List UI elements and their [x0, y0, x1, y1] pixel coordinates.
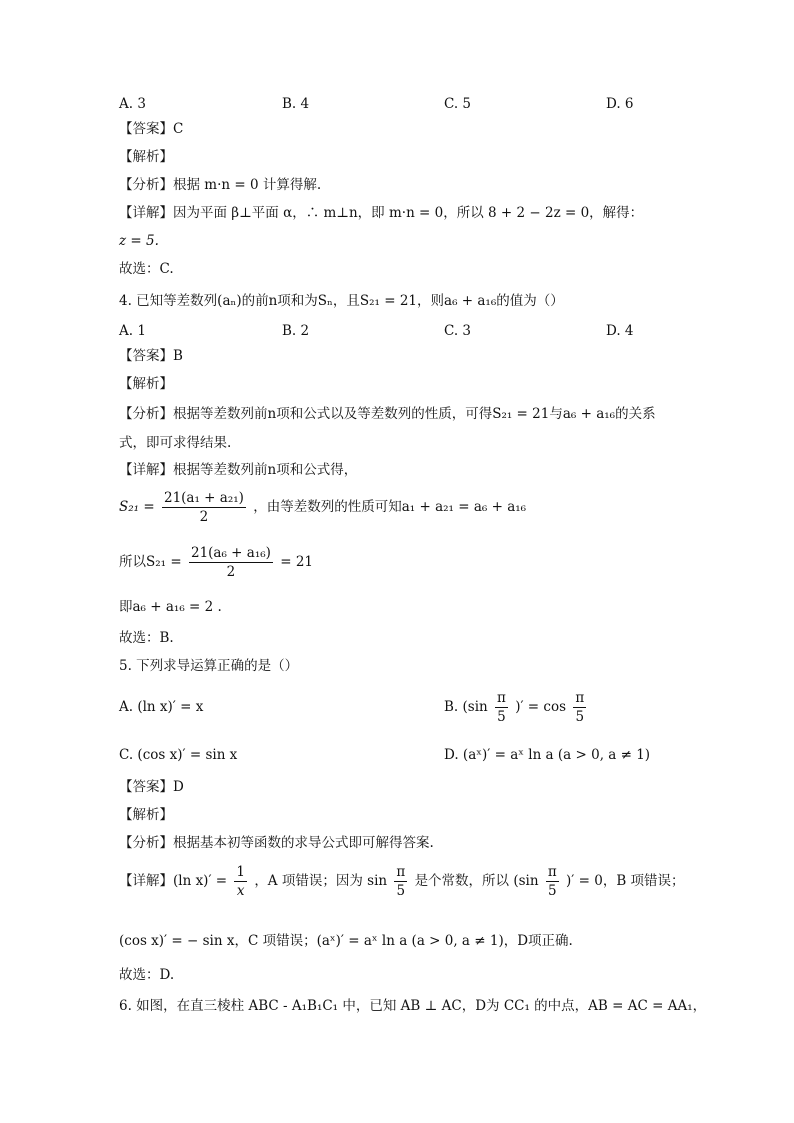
q4-analysis-heading: 【解析】 — [119, 376, 173, 392]
q5-xiangjie-line1 — [119, 864, 685, 899]
q5-option-b-fraction-2 — [573, 690, 586, 725]
q5-xj-den-3: 5 — [548, 883, 557, 899]
q5-xj-fraction-2 — [394, 864, 407, 899]
q5-xj-num-2: π — [396, 864, 406, 880]
q3-analysis-xiangjie: 【详解】因为平面 β⊥平面 α，∴ m⊥n，即 m·n = 0，所以 8 + 2 − 2z = 0，解得： — [119, 205, 644, 221]
q3-analysis-fenxi: 【分析】根据 m·n = 0 计算得解. — [119, 177, 322, 193]
q3-option-b: B. 4 — [282, 96, 310, 112]
q3-answer: 【答案】C — [119, 121, 184, 137]
q4-formula-1-tail: ，由等差数列的性质可知a₁ + a₂₁ = a₆ + a₁₆ — [253, 499, 527, 515]
q5-xj-num-1: 1 — [236, 864, 246, 880]
q6-stem: 6. 如图，在直三棱柱 ABC - A₁B₁C₁ 中，已知 AB ⊥ AC，D为 CC₁ 的中点，AB = AC = AA₁， — [119, 998, 707, 1014]
q4-formula-2-lhs: 所以S₂₁ = — [119, 554, 182, 570]
q5-xj-pre: 【详解】(ln x)′ = — [119, 873, 228, 889]
q5-xj-fraction-3 — [546, 864, 559, 899]
q3-option-c: C. 5 — [444, 96, 472, 112]
q5-option-b-mid: )′ = cos — [515, 699, 567, 715]
q5-xj-mid: ，A 项错误；因为 sin — [254, 873, 388, 889]
q5-xj-fraction-1 — [234, 864, 247, 899]
q5-analysis-heading: 【解析】 — [119, 807, 173, 823]
q5-option-b-den-1: 5 — [497, 709, 506, 725]
q5-xj-den-1: x — [236, 883, 245, 899]
q5-option-d: D. (aˣ)′ = aˣ ln a (a > 0, a ≠ 1) — [444, 747, 651, 763]
q4-formula-2-numerator: 21(a₆ + a₁₆) — [190, 545, 271, 561]
q4-formula-2-tail: = 21 — [280, 554, 314, 570]
q5-option-a: A. (ln x)′ = x — [119, 699, 204, 715]
q5-xj-num-3: π — [547, 864, 557, 880]
q5-option-c: C. (cos x)′ = sin x — [119, 747, 238, 763]
q4-choose: 故选：B. — [119, 630, 174, 646]
q3-option-d: D. 6 — [606, 96, 634, 112]
q4-option-b: B. 2 — [282, 323, 310, 339]
q5-option-b — [444, 690, 589, 725]
q5-option-b-num-2: π — [575, 690, 585, 706]
q4-formula-2 — [119, 545, 313, 580]
q5-xiangjie-line2: (cos x)′ = − sin x，C 项错误；(aˣ)′ = aˣ ln a (a > 0, a ≠ 1)，D项正确. — [119, 933, 573, 949]
q5-xj-mid2: 是个常数，所以 (sin — [414, 873, 539, 889]
q4-option-d: D. 4 — [606, 323, 634, 339]
q4-result: 即a₆ + a₁₆ = 2 . — [119, 599, 222, 615]
q5-stem: 5. 下列求导运算正确的是（） — [119, 658, 299, 674]
q3-option-a: A. 3 — [119, 96, 146, 112]
q5-xj-den-2: 5 — [396, 883, 406, 899]
q4-stem: 4. 已知等差数列(aₙ)的前n项和为Sₙ，且S₂₁ = 21，则a₆ + a₁₆的值为（） — [119, 293, 564, 309]
q5-fenxi: 【分析】根据基本初等函数的求导公式即可解得答案. — [119, 835, 434, 851]
q5-answer: 【答案】D — [119, 779, 184, 795]
q5-option-b-den-2: 5 — [575, 709, 585, 725]
q5-option-b-pre: B. (sin — [444, 699, 488, 715]
q4-fenxi-line2: 式，即可求得结果. — [119, 435, 232, 451]
q4-formula-1-lhs: S₂₁ = — [119, 499, 155, 515]
q5-option-b-fraction-1 — [495, 690, 508, 725]
q4-formula-1 — [119, 490, 526, 525]
q4-fenxi-line1: 【分析】根据等差数列前n项和公式以及等差数列的性质，可得S₂₁ = 21与a₆ + a₁₆的关系 — [119, 406, 656, 422]
q4-formula-2-denominator: 2 — [226, 564, 236, 580]
q3-analysis-heading: 【解析】 — [119, 149, 173, 165]
q4-option-a: A. 1 — [119, 323, 146, 339]
q4-formula-1-numerator: 21(a₁ + a₂₁) — [163, 490, 244, 506]
q5-option-b-num-1: π — [497, 690, 506, 706]
q4-answer: 【答案】B — [119, 348, 183, 364]
q4-formula-1-fraction — [162, 490, 246, 525]
q4-option-c: C. 3 — [444, 323, 472, 339]
q4-formula-2-fraction — [189, 545, 273, 580]
q5-xj-tail: )′ = 0，B 项错误； — [566, 873, 685, 889]
q3-result: z = 5. — [119, 233, 159, 249]
q4-formula-1-denominator: 2 — [199, 509, 209, 525]
q5-choose: 故选：D. — [119, 967, 175, 983]
q3-choose: 故选：C. — [119, 261, 174, 277]
q4-xiangjie: 【详解】根据等差数列前n项和公式得， — [119, 462, 358, 478]
